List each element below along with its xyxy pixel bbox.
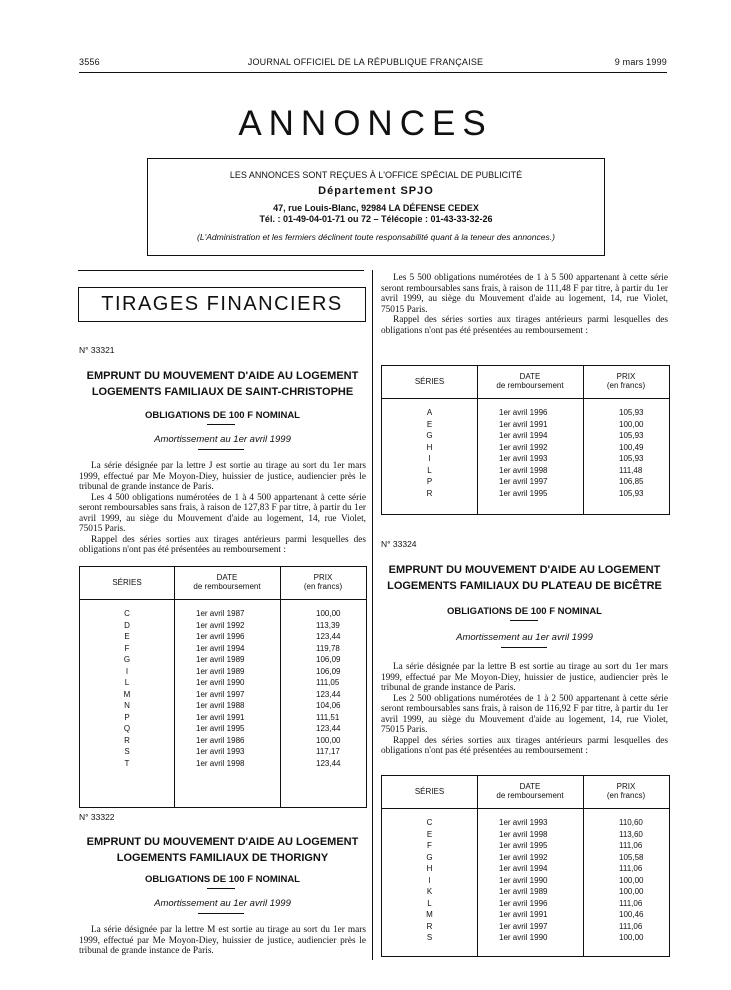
cell-series: I: [428, 454, 431, 463]
table-row: [382, 453, 669, 465]
table-row: [80, 643, 366, 655]
cell-series: H: [426, 864, 433, 873]
header-price: [583, 372, 669, 390]
announcement-title: [381, 562, 668, 594]
column-divider: [372, 270, 373, 960]
table-row: [382, 909, 669, 921]
table-row: [382, 852, 669, 864]
cell-series: L: [124, 678, 130, 687]
header-date-sub: de remboursement: [193, 582, 261, 591]
cell-series: C: [124, 609, 130, 618]
cell-series: P: [426, 477, 433, 486]
table-row: [80, 666, 366, 678]
series-table: [381, 775, 670, 957]
cell-date: 1er avril 1992: [499, 852, 548, 862]
cell-price: 100,00: [316, 609, 341, 618]
announcement-title-line: LOGEMENTS FAMILIAUX DE SAINT-CHRISTOPHE: [91, 386, 354, 398]
cell-price: 100,00: [619, 887, 644, 896]
table-row: [382, 817, 669, 829]
paragraph: Rappel des séries sorties aux tirages antérieurs parmi lesquelles des obligations n'ont pas été présentées au remboursement :: [79, 534, 366, 555]
cell-price: 111,06: [619, 921, 643, 931]
cell-series: M: [123, 689, 131, 699]
paragraph: Les 4 500 obligations numérotées de 1 à 4 500 appartenant à cette série seront remboursables sans frais, à raison de 127,83 F par titre, à partir du 1er avril 1999, au siège du Mouvement d'aide au logement, 14, rue Violet, 75015 Paris.: [79, 492, 366, 534]
separator: [501, 647, 547, 648]
cell-series: L: [427, 898, 432, 908]
table-body: [80, 608, 366, 769]
cell-price: 106,09: [316, 655, 341, 664]
cell-price: 123,44: [316, 758, 341, 768]
cell-date: 1er avril 1990: [499, 875, 548, 885]
cell-date: 1er avril 1998: [196, 758, 245, 768]
paragraph: Les 5 500 obligations numérotées de 1 à 5 500 appartenant à cette série seront remboursables sans frais, à raison de 111,48 F par titre, à partir du 1er avril 1999, au siège du Mouvement d'aide au logement, 14, rue Violet, 75015 Paris.: [381, 273, 668, 315]
cell-date: 1er avril 1991: [499, 419, 548, 429]
paragraph: La série désignée par la lettre M est sortie au tirage au sort du 1er mars 1999, effectué par Me Moyon-Diey, huissier de justice, audiencier près le tribunal de grande instance de Paris.: [79, 925, 366, 956]
announcement-title-line: LOGEMENTS FAMILIAUX DE THORIGNY: [116, 852, 329, 864]
cell-series: M: [426, 910, 433, 919]
cell-price: 111,06: [619, 841, 643, 850]
separator: [198, 449, 244, 450]
table-row: [80, 654, 366, 666]
table-row: [80, 689, 366, 701]
cell-date: 1er avril 1995: [499, 488, 548, 498]
page-title: ANNONCES: [238, 104, 493, 143]
announcement-body-continued: [381, 273, 668, 336]
notice-address: 47, rue Louis-Blanc, 92984 LA DÉFENSE CEDEX: [273, 203, 479, 213]
cell-series: G: [426, 431, 433, 440]
cell-price: 106,09: [316, 666, 341, 676]
table-row: [382, 932, 669, 944]
table-row: [382, 886, 669, 898]
cell-series: S: [426, 933, 433, 942]
cell-price: 111,06: [619, 898, 643, 908]
announcement-title: [79, 368, 366, 400]
separator: [198, 913, 244, 914]
table-row: [382, 863, 669, 875]
cell-price: 105,58: [619, 852, 644, 862]
header-date-label: DATE: [519, 782, 541, 791]
header-price-label: PRIX: [616, 372, 636, 381]
cell-price: 100,00: [619, 419, 644, 429]
notice-phone: Tél. : 01-49-04-01-71 ou 72 – Télécopie : 01-43-33-32-26: [259, 214, 493, 224]
cell-series: L: [427, 465, 432, 475]
cell-date: 1er avril 1991: [499, 910, 548, 919]
paragraph: Les 2 500 obligations numérotées de 1 à 2 500 appartenant à cette série seront remboursables sans frais, à raison de 116,92 F par titre, à partir du 1er avril 1999, au siège du Mouvement d'aide au logement, 14, rue Violet, 75015 Paris.: [381, 693, 668, 735]
cell-series: E: [124, 632, 130, 641]
cell-date: 1er avril 1996: [196, 632, 245, 641]
table-row: [80, 758, 366, 770]
table-row: [382, 840, 669, 852]
separator: [510, 620, 538, 621]
table-row: [382, 442, 669, 454]
header-series: SÉRIES: [112, 578, 142, 587]
cell-price: 106,85: [619, 477, 644, 486]
header-price-label: PRIX: [616, 782, 636, 791]
separator: [207, 888, 235, 889]
header-date-sub: de remboursement: [496, 381, 564, 390]
header-price-sub: (en francs): [606, 381, 646, 390]
cell-series: T: [124, 758, 130, 768]
cell-series: S: [124, 747, 130, 756]
header-price-label: PRIX: [313, 573, 333, 582]
issue-date: 9 mars 1999: [614, 57, 667, 67]
notice-disclaimer: (L'Administration et les fermiers déclinent toute responsabilité quant à la teneur des annonces.): [197, 232, 555, 242]
header-rule: [79, 72, 667, 73]
table-row: [382, 488, 669, 500]
journal-name: JOURNAL OFFICIEL DE LA RÉPUBLIQUE FRANÇAISE: [247, 57, 484, 67]
paragraph: La série désignée par la lettre B est sortie au tirage au sort du 1er mars 1999, effectué par Me Moyon-Diey, huissier de justice, audiencier près le tribunal de grande instance de Paris.: [381, 662, 668, 693]
table-row: [382, 921, 669, 933]
announcement-body: [79, 461, 366, 556]
cell-date: 1er avril 1989: [499, 887, 548, 896]
notice-box: [147, 158, 605, 256]
table-row: [80, 620, 366, 632]
cell-date: 1er avril 1989: [196, 666, 245, 676]
cell-series: P: [124, 712, 130, 722]
separator: [207, 424, 235, 425]
paragraph: Rappel des séries sorties aux tirages antérieurs parmi lesquelles des obligations n'ont pas été présentées au remboursement :: [381, 315, 668, 336]
obligations-heading: OBLIGATIONS DE 100 F NOMINAL: [144, 410, 300, 421]
cell-date: 1er avril 1997: [499, 921, 548, 931]
cell-price: 111,05: [316, 678, 340, 687]
cell-price: 119,78: [316, 643, 340, 653]
paragraph: La série désignée par la lettre J est sortie au tirage au sort du 1er mars 1999, effectué par Me Moyon-Diey, huissier de justice, audiencier près le tribunal de grande instance de Paris.: [79, 461, 366, 492]
table-row: [80, 700, 366, 712]
obligations-heading: OBLIGATIONS DE 100 F NOMINAL: [144, 874, 300, 885]
cell-date: 1er avril 1993: [499, 818, 548, 827]
announcement-title-line: EMPRUNT DU MOUVEMENT D'AIDE AU LOGEMENT: [86, 370, 359, 382]
cell-price: 117,17: [316, 747, 340, 756]
cell-series: D: [124, 620, 130, 630]
table-row: [80, 608, 366, 620]
cell-series: R: [426, 921, 433, 931]
cell-date: 1er avril 1997: [499, 477, 548, 486]
cell-price: 104,06: [316, 701, 341, 710]
cell-price: 111,06: [619, 864, 643, 873]
amortissement-heading: Amortissement au 1er avril 1999: [154, 434, 291, 445]
cell-price: 110,60: [619, 818, 643, 827]
cell-date: 1er avril 1993: [499, 454, 548, 463]
series-table: [381, 365, 670, 515]
cell-date: 1er avril 1996: [499, 898, 548, 908]
header-series: SÉRIES: [414, 787, 445, 796]
section-title: TIRAGES FINANCIERS: [78, 287, 366, 322]
cell-price: 113,39: [316, 620, 340, 630]
cell-price: 105,93: [619, 488, 644, 498]
cell-series: R: [426, 488, 433, 498]
obligations-heading: OBLIGATIONS DE 100 F NOMINAL: [446, 606, 602, 617]
table-body: [382, 407, 669, 499]
cell-price: 113,60: [619, 829, 643, 839]
header-price-sub: (en francs): [606, 791, 646, 800]
cell-series: F: [124, 643, 130, 653]
cell-series: N: [124, 701, 130, 710]
header-date: [477, 372, 583, 390]
amortissement-heading: Amortissement au 1er avril 1999: [154, 898, 291, 909]
table-row: [80, 712, 366, 724]
cell-price: 100,00: [619, 933, 644, 942]
section-top-rule: [78, 270, 364, 271]
cell-date: 1er avril 1987: [196, 609, 245, 618]
cell-series: A: [426, 408, 433, 417]
table-body: [382, 817, 669, 944]
cell-series: E: [426, 829, 433, 839]
table-row: [382, 476, 669, 488]
cell-date: 1er avril 1992: [196, 620, 245, 630]
cell-date: 1er avril 1994: [196, 643, 245, 653]
cell-price: 100,00: [316, 735, 341, 745]
cell-price: 100,00: [619, 875, 644, 885]
header-date-label: DATE: [216, 573, 238, 582]
table-row: [382, 898, 669, 910]
announcement-body: [79, 925, 366, 958]
table-row: [382, 430, 669, 442]
cell-series: G: [123, 655, 131, 664]
cell-series: H: [426, 442, 433, 452]
cell-date: 1er avril 1986: [196, 735, 245, 745]
cell-price: 123,44: [316, 632, 341, 641]
cell-date: 1er avril 1988: [196, 701, 245, 710]
header-price: [583, 782, 669, 800]
cell-date: 1er avril 1998: [499, 829, 548, 839]
cell-date: 1er avril 1996: [499, 408, 548, 417]
header-date-label: DATE: [519, 372, 541, 381]
cell-series: Q: [123, 724, 131, 733]
announcement-body: [381, 662, 668, 757]
table-row: [382, 419, 669, 431]
announcement-number: N° 33322: [79, 812, 115, 822]
cell-date: 1er avril 1997: [196, 689, 245, 699]
cell-date: 1er avril 1990: [499, 933, 548, 942]
table-row: [382, 465, 669, 477]
cell-series: C: [426, 818, 433, 827]
cell-date: 1er avril 1995: [499, 841, 548, 850]
cell-series: E: [426, 419, 433, 429]
header-date: [174, 573, 280, 591]
table-row: [80, 735, 366, 747]
cell-date: 1er avril 1992: [499, 442, 548, 452]
table-row: [80, 677, 366, 689]
announcement-title-line: LOGEMENTS FAMILIAUX DU PLATEAU DE BICÊTRE: [387, 580, 662, 592]
notice-line-1: LES ANNONCES SONT REÇUES À L'OFFICE SPÉCIAL DE PUBLICITÉ: [229, 170, 523, 180]
header-series: SÉRIES: [414, 377, 445, 386]
header-price: [280, 573, 366, 591]
cell-date: 1er avril 1994: [499, 431, 548, 440]
cell-price: 105,93: [619, 408, 644, 417]
cell-date: 1er avril 1991: [196, 712, 245, 722]
cell-price: 105,93: [619, 431, 644, 440]
cell-price: 123,44: [316, 689, 341, 699]
table-row: [382, 407, 669, 419]
page-number: 3556: [79, 57, 100, 67]
cell-price: 100,46: [619, 910, 644, 919]
header-price-sub: (en francs): [303, 582, 343, 591]
cell-series: I: [428, 875, 431, 885]
cell-price: 111,48: [619, 465, 643, 475]
paragraph: Rappel des séries sorties aux tirages antérieurs parmi lesquelles des obligations n'ont pas été présentées au remboursement :: [381, 735, 668, 756]
announcement-title-line: EMPRUNT DU MOUVEMENT D'AIDE AU LOGEMENT: [388, 564, 661, 576]
table-row: [382, 875, 669, 887]
cell-date: 1er avril 1993: [196, 747, 245, 756]
table-row: [80, 746, 366, 758]
announcement-title: [79, 834, 366, 866]
cell-date: 1er avril 1995: [196, 724, 245, 733]
cell-date: 1er avril 1990: [196, 678, 245, 687]
series-table: [79, 566, 367, 808]
cell-price: 105,93: [619, 454, 644, 463]
announcement-number: N° 33324: [381, 539, 417, 549]
table-row: [80, 723, 366, 735]
table-row: [80, 631, 366, 643]
cell-series: I: [125, 666, 129, 676]
cell-series: K: [426, 887, 433, 896]
cell-date: 1er avril 1989: [196, 655, 245, 664]
cell-price: 100,49: [619, 442, 644, 452]
notice-department: Département SPJO: [318, 185, 434, 197]
table-row: [382, 829, 669, 841]
cell-price: 123,44: [316, 724, 341, 733]
cell-date: 1er avril 1994: [499, 864, 548, 873]
cell-series: G: [426, 852, 433, 862]
cell-series: R: [124, 735, 130, 745]
header-date-sub: de remboursement: [496, 791, 564, 800]
cell-series: F: [427, 841, 432, 850]
cell-date: 1er avril 1998: [499, 465, 548, 475]
announcement-number: N° 33321: [79, 345, 115, 355]
announcement-title-line: EMPRUNT DU MOUVEMENT D'AIDE AU LOGEMENT: [86, 836, 359, 848]
amortissement-heading: Amortissement au 1er avril 1999: [456, 632, 593, 643]
header-date: [477, 782, 583, 800]
cell-price: 111,51: [316, 712, 340, 722]
